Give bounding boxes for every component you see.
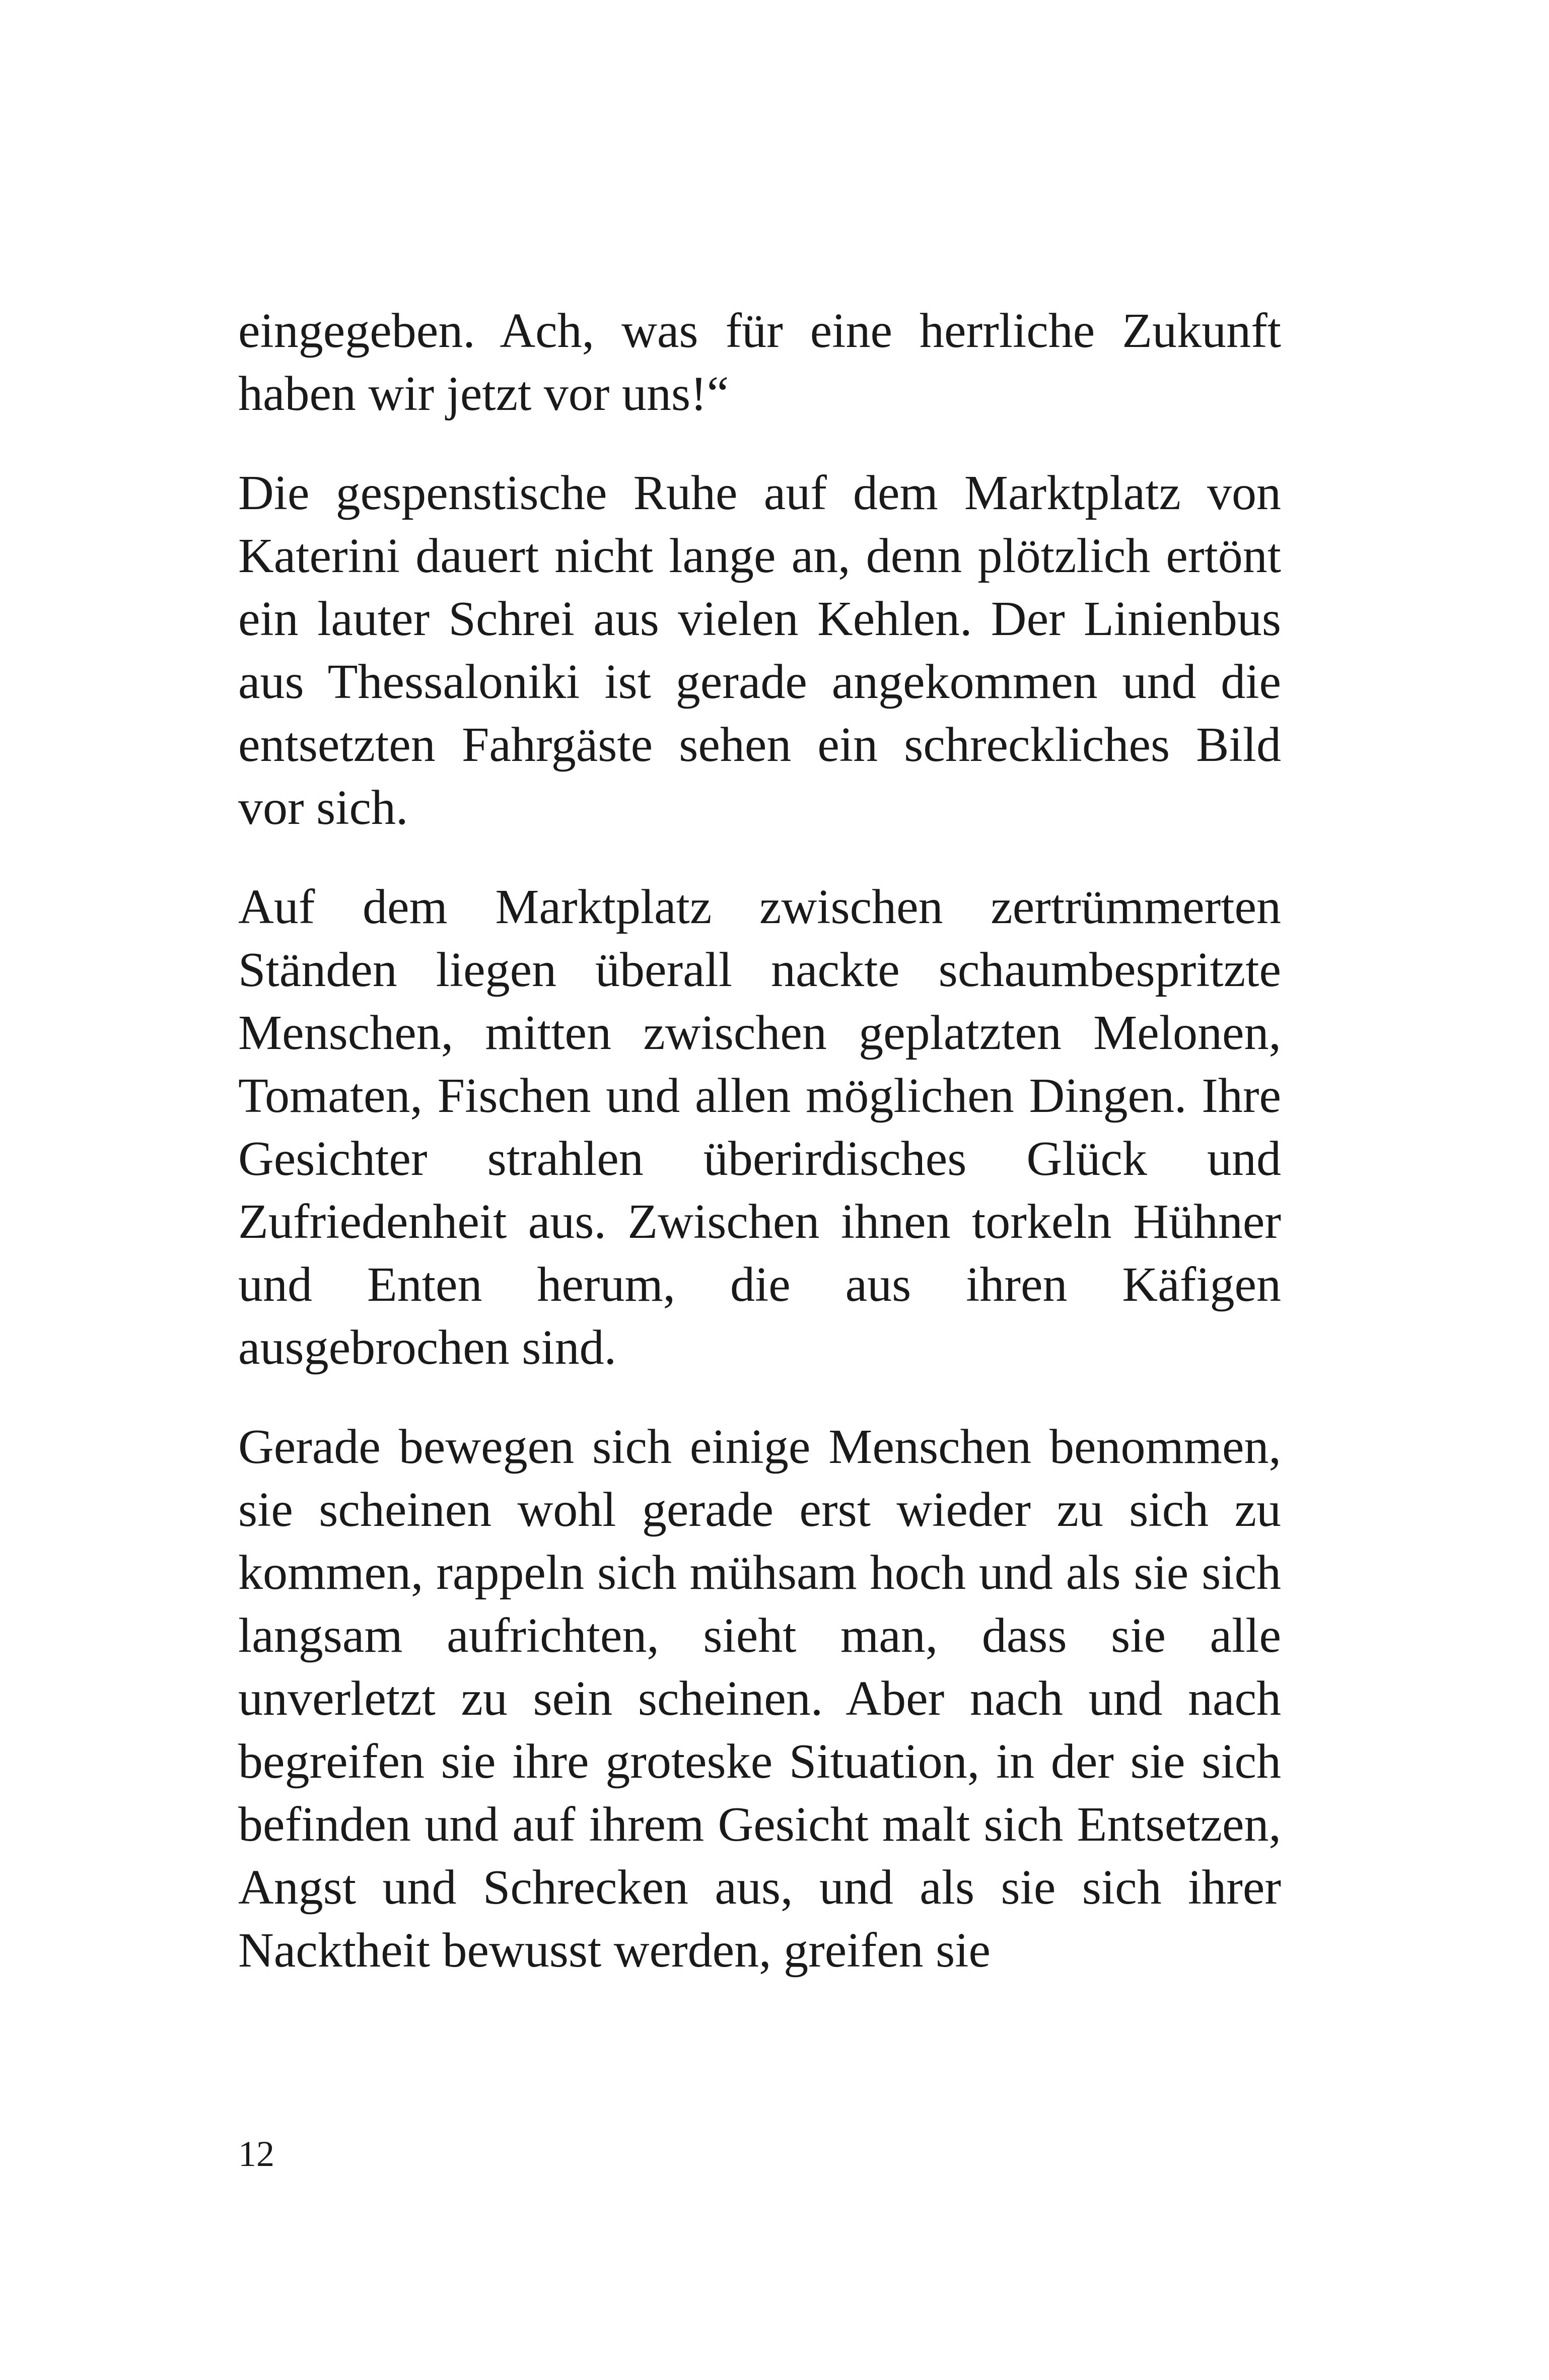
body-text (238, 300, 1281, 1982)
paragraph-3: Auf dem Marktplatz zwischen zertrümmerten Ständen liegen überall nackte schaumbespritzte Menschen, mitten zwischen geplatzten Melonen, Tomaten, Fischen und allen möglichen Dingen. Ihre Gesichter strahlen überirdisches Glück und Zufriedenheit aus. Zwischen ihnen torkeln Hühner und Enten herum, die aus ihren Käfigen ausgebrochen sind. (238, 880, 1281, 1375)
paragraph-4: Gerade bewegen sich einige Menschen benommen, sie scheinen wohl gerade erst wieder zu sich zu kommen, rappeln sich mühsam hoch und als sie sich langsam aufrichten, sieht man, dass sie alle unverletzt zu sein scheinen. Aber nach und nach begreifen sie ihre groteske Situation, in der sie sich befinden und auf ihrem Gesicht malt sich Entsetzen, Angst und Schrecken aus, und als sie sich ihrer Nacktheit bewusst werden, greifen sie (238, 1420, 1281, 1978)
paragraph-2: Die gespenstische Ruhe auf dem Marktplatz von Katerini dauert nicht lange an, denn plötzlich ertönt ein lauter Schrei aus vielen Kehlen. Der Linienbus aus Thessaloniki ist gerade angekommen und die entsetzten Fahrgäste sehen ein schreckliches Bild vor sich. (238, 466, 1281, 835)
page-number: 12 (238, 2134, 274, 2174)
paragraph-1: eingegeben. Ach, was für eine herrliche Zukunft haben wir jetzt vor uns!“ (238, 304, 1281, 421)
